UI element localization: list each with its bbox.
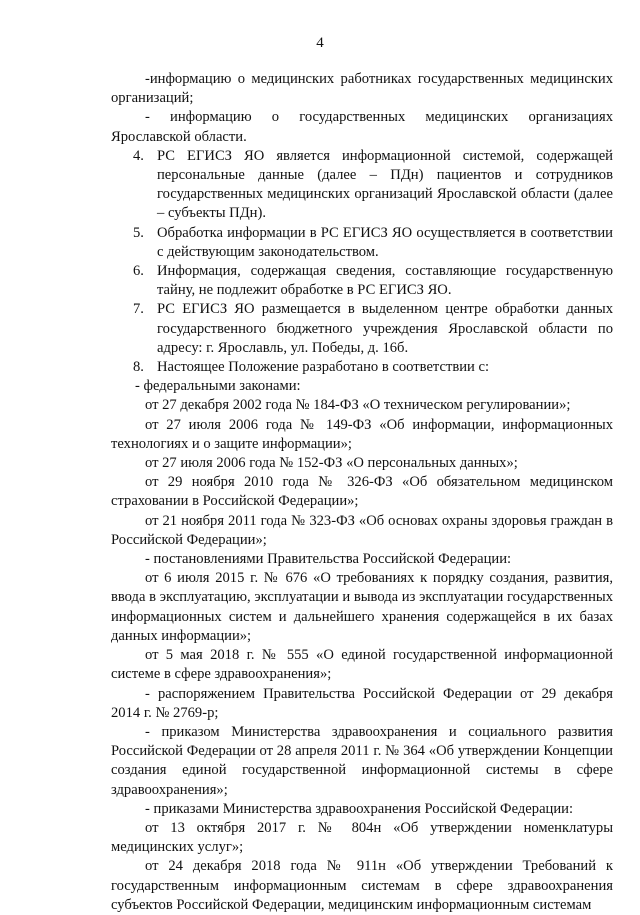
- order-911n: от 24 декабря 2018 года № 911н «Об утверждении Требований к государственным информационным системам в сфере здравоохранения субъектов Российской Федерации, медицинским информационным системам: [111, 858, 613, 913]
- list-item-number: 7.: [133, 301, 144, 318]
- minzdrav-orders-heading: - приказами Министерства здравоохранения Российской Федерации:: [145, 800, 574, 817]
- list-item-number: 5.: [133, 224, 144, 241]
- paragraph-info-workers: -информацию о медицинских работниках государственных медицинских организаций;: [111, 71, 613, 107]
- list-item-number: 8.: [133, 359, 144, 376]
- government-order-2769: - распоряжением Правительства Российской Федерации от 29 декабря 2014 г. № 2769-р;: [111, 685, 613, 721]
- list-item-text: Информация, содержащая сведения, составляющие государственную тайну, не подлежит обработке в РС ЕГИСЗ ЯО.: [157, 263, 613, 299]
- page-number: 4: [316, 35, 324, 51]
- list-item-5: [133, 224, 613, 262]
- minzdrav-order-364: - приказом Министерства здравоохранения и социального развития Российской Федерации от 28 апреля 2011 г. № 364 «Об утверждении Концепции создания единой государственной информационной системы в сфере здравоохранения»;: [111, 723, 613, 798]
- list-item-number: 6.: [133, 263, 144, 280]
- paragraph-info-organizations: - информацию о государственных медицинских организациях Ярославской области.: [111, 109, 613, 145]
- law-326: от 29 ноября 2010 года № 326-ФЗ «Об обязательном медицинском страховании в Российской Федерации»;: [111, 474, 613, 510]
- decree-676: от 6 июля 2015 г. № 676 «О требованиях к порядку создания, развития, ввода в эксплуатацию, эксплуатации и вывода из эксплуатации государственных информационных систем и дальнейшего хранения содержащейся в их базах данных информации»;: [111, 570, 613, 644]
- law-184: от 27 декабря 2002 года № 184-ФЗ «О техническом регулировании»;: [145, 397, 571, 414]
- list-item-4: [133, 147, 613, 224]
- law-149: от 27 июля 2006 года № 149-ФЗ «Об информации, информационных технологиях и о защите информации»;: [111, 416, 613, 452]
- law-152: от 27 июля 2006 года № 152-ФЗ «О персональных данных»;: [145, 455, 518, 472]
- list-item-6: [133, 262, 613, 300]
- list-item-7: [133, 300, 613, 358]
- list-item-text: Настоящее Положение разработано в соответствии с:: [157, 359, 490, 376]
- list-item-8: [133, 358, 613, 377]
- order-804n: от 13 октября 2017 г. № 804н «Об утверждении номенклатуры медицинских услуг»;: [111, 819, 613, 856]
- government-decrees-heading: - постановлениями Правительства Российской Федерации:: [145, 551, 512, 568]
- list-item-text: РС ЕГИСЗ ЯО является информационной системой, содержащей персональные данные (далее – ПДн) пациентов и сотрудников государственных медицинских организаций Ярославской области (далее – субъекты ПДн).: [157, 147, 613, 222]
- document-body: [111, 70, 613, 915]
- list-item-number: 4.: [133, 147, 144, 164]
- federal-laws-heading: - федеральными законами:: [135, 378, 301, 395]
- decree-555: от 5 мая 2018 г. № 555 «О единой государственной информационной системе в сфере здравоохранения»;: [111, 647, 613, 683]
- list-item-text: РС ЕГИСЗ ЯО размещается в выделенном центре обработки данных государственного бюджетного учреждения Ярославской области по адресу: г. Ярославль, ул. Победы, д. 16б.: [157, 301, 613, 356]
- law-323: от 21 ноября 2011 года № 323-ФЗ «Об основах охраны здоровья граждан в Российской Федерации»;: [111, 512, 613, 548]
- list-item-text: Обработка информации в РС ЕГИСЗ ЯО осуществляется в соответствии с действующим законодательством.: [157, 224, 613, 260]
